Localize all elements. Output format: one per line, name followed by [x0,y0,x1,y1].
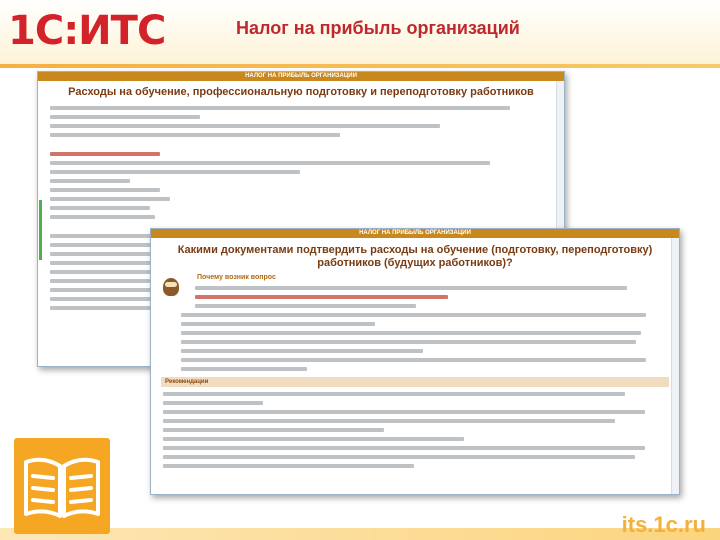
header [0,0,720,64]
slide-title: Налог на прибыль организаций [236,18,520,38]
owl-icon [163,278,179,296]
document-heading: Расходы на обучение, профессиональную подготовку и переподготовку работников [68,86,534,98]
question-section-title: Почему возник вопрос [197,274,276,281]
document-heading: Какими документами подтвердить расходы на обучение (подготовку, переподготовку) работников (будущих работников)? [177,244,653,269]
question-details [181,313,665,371]
logo: 1С:ИТС [8,8,166,54]
header-divider [0,64,720,68]
question-section [161,274,669,308]
book-icon [14,438,110,534]
document-scrollbar[interactable] [671,238,679,494]
recommendations-body [163,392,665,468]
document-window-training-documents[interactable] [150,228,680,495]
site-url[interactable]: its.1c.ru [621,512,706,537]
document-category-bar: НАЛОГ НА ПРИБЫЛЬ ОРГАНИЗАЦИЙ [38,72,564,81]
recommendations-section-title: Рекомендации [161,377,669,387]
document-category-bar: НАЛОГ НА ПРИБЫЛЬ ОРГАНИЗАЦИЙ [151,229,679,238]
document-side-marker [39,200,42,260]
